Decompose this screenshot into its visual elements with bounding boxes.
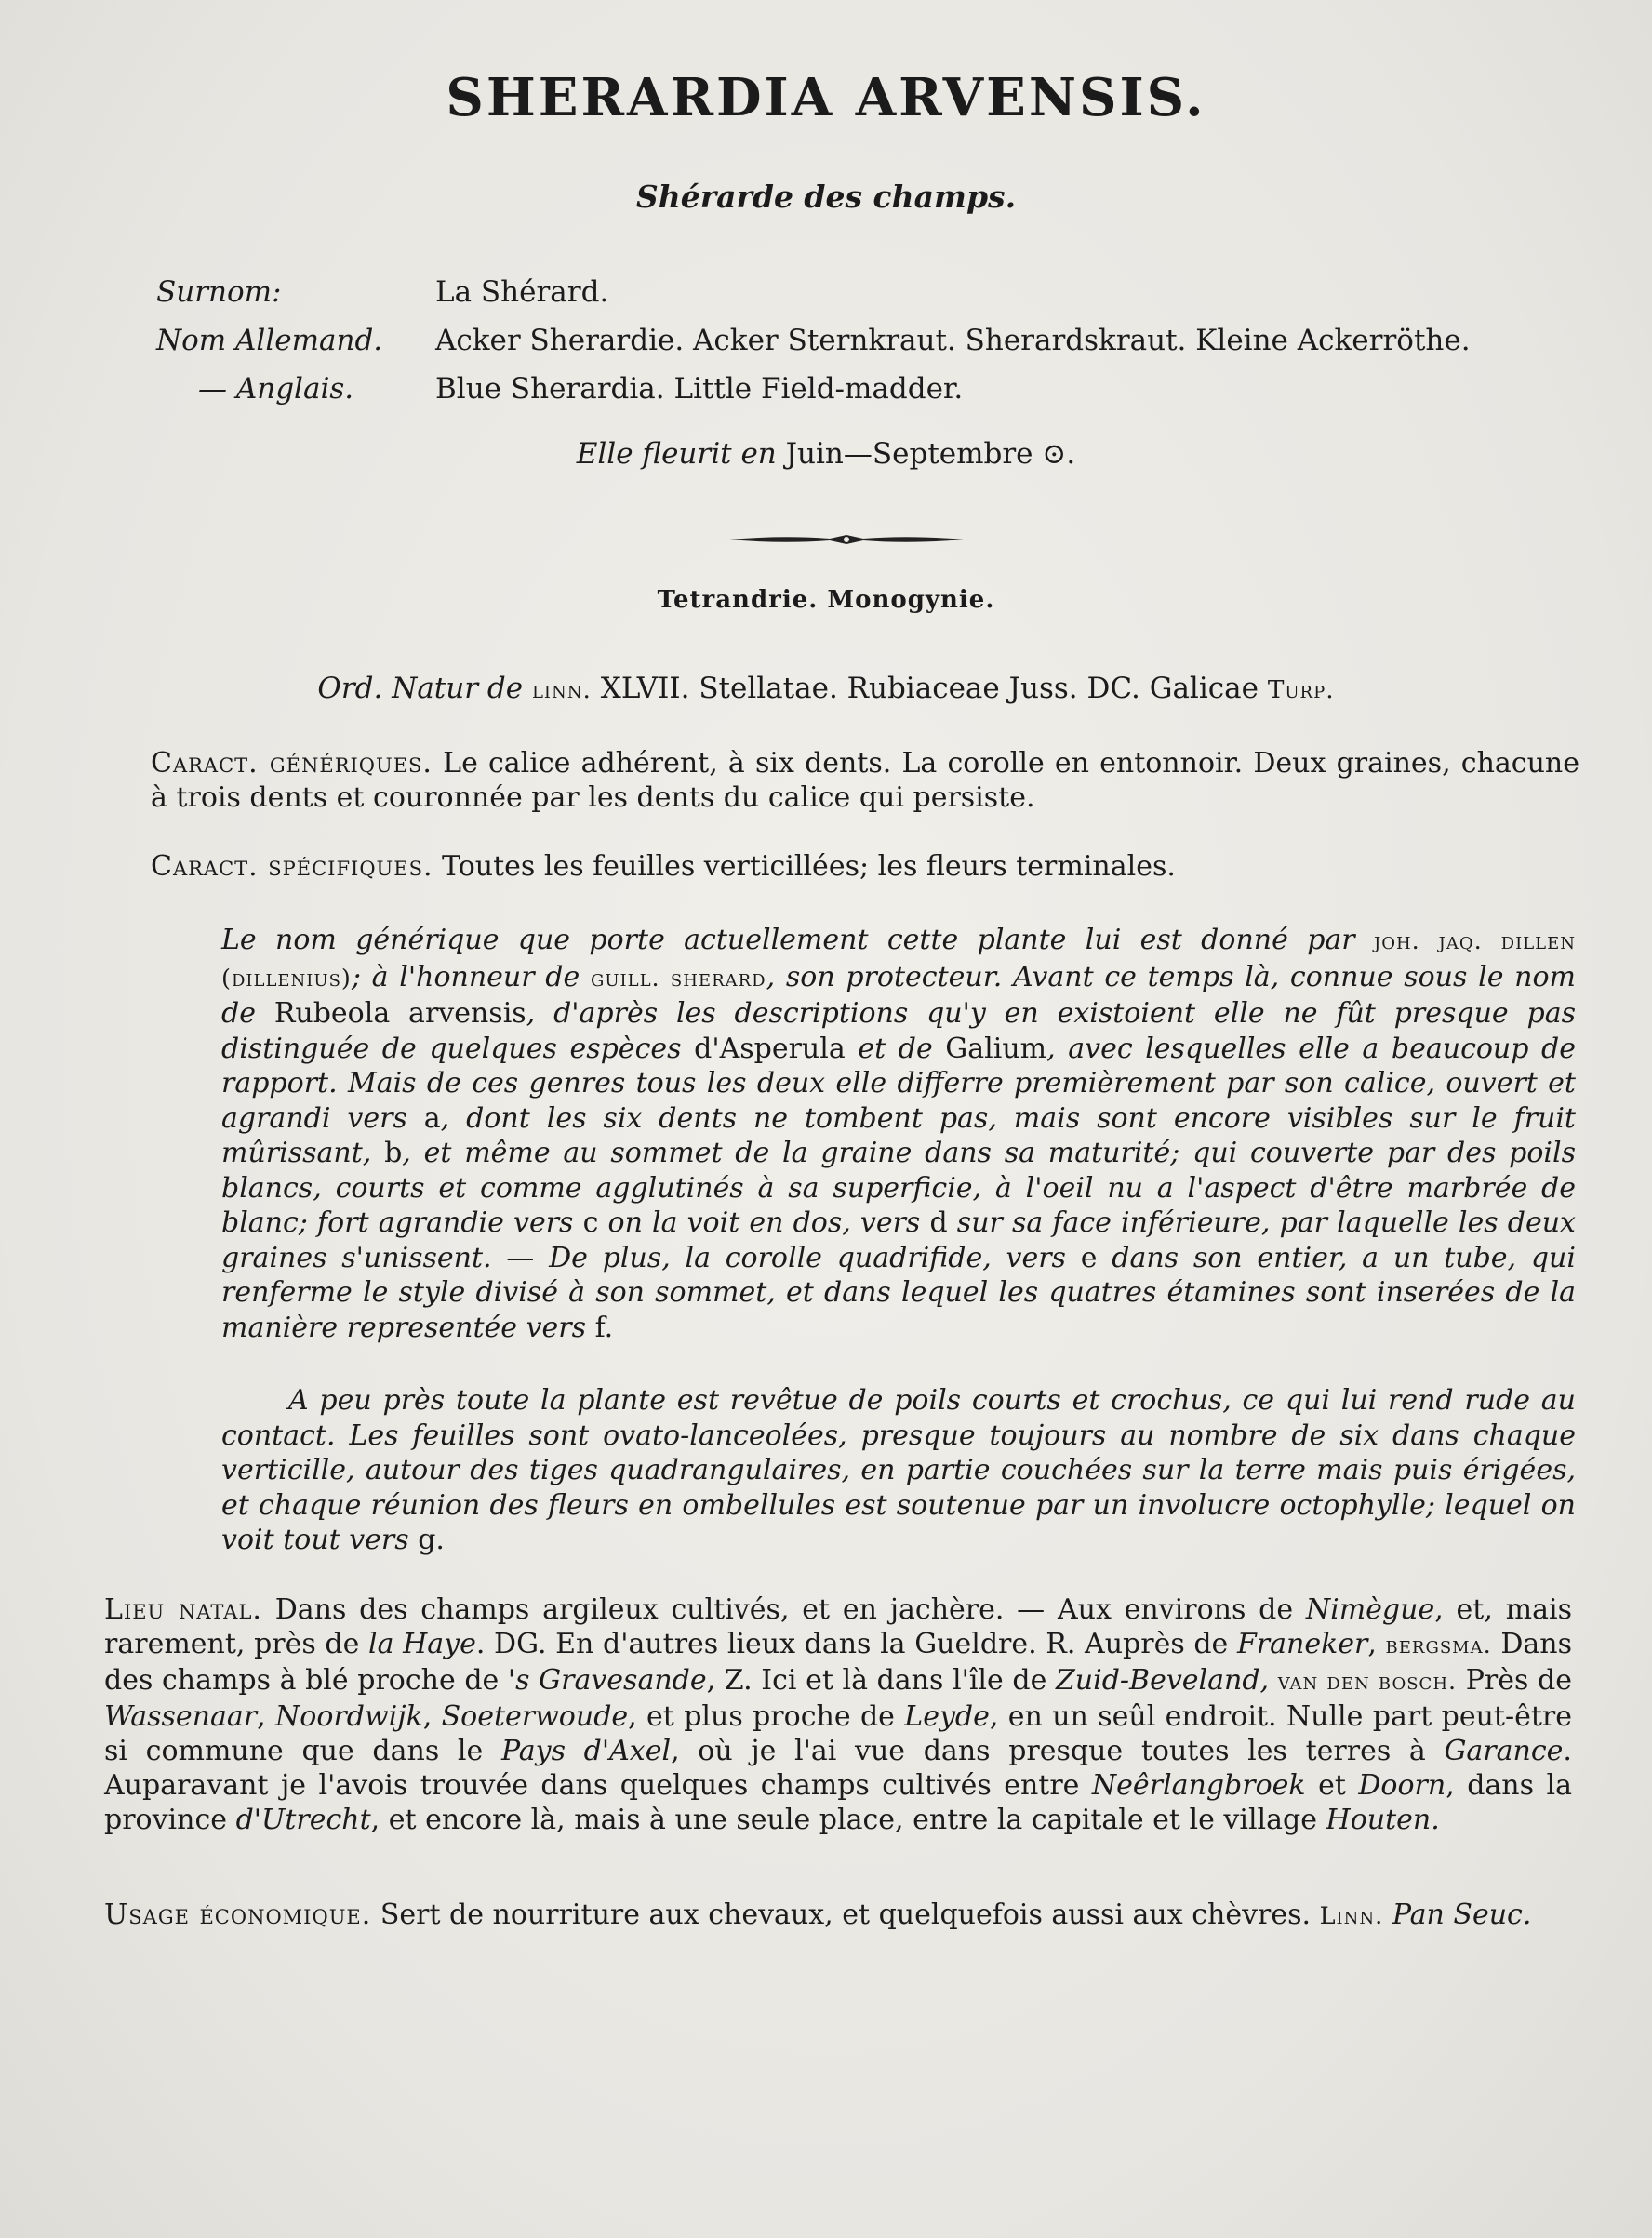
vernacular-names (156, 268, 1471, 413)
desc-text: A peu près toute la plante est revêtue de poils courts et crochus, ce qui lui rend rude au contact. Les feuilles sont ovato-lanceolées, presque toujours au nombre de six dans chaque verticille, autour des tiges quadrangulaires, en partie couchées sur la terre mais puis érigées, et chaque réunion des fleurs en ombellules est soutenue par un involucre octophylle; lequel on voit tout vers (221, 1384, 1576, 1556)
desc-text: , d'après les descriptions qu'y en existoient elle ne fût presque pas distinguée de quelques espèces (221, 997, 1576, 1065)
name-value: Blue Sherardia. Little Field-madder. (435, 372, 964, 406)
usage-text: Sert de nourriture aux chevaux, et quelquefois aussi aux chèvres. (380, 1898, 1312, 1931)
desc-genus: Galium (945, 1032, 1047, 1065)
figure-letter: c (582, 1206, 599, 1239)
habitat-text: , (257, 1700, 266, 1733)
place-name: Pays d'Axel (500, 1735, 672, 1767)
name-label: — Anglais. (198, 372, 354, 406)
place-name: Wassenaar (104, 1700, 258, 1733)
habitat-text: , où je l'ai vue dans presque toutes les terres à (671, 1735, 1426, 1767)
desc-genus: d'Asperula (694, 1032, 846, 1065)
usage-paragraph (104, 1898, 1572, 1934)
desc-text: Le nom générique que porte actuellement cette plante lui est donné par (221, 924, 1355, 956)
habitat-head: Lieu natal. (104, 1593, 262, 1626)
collector-name: van den bosch. (1277, 1668, 1458, 1696)
habitat-text: , Z. Ici et là dans l'île de (706, 1664, 1047, 1697)
ornament-divider-icon (727, 532, 966, 547)
description-paragraph-1 (221, 923, 1576, 1345)
habitat-text: . Auparavant je l'avois trouvée dans quelques champs cultivés entre (104, 1735, 1572, 1802)
place-name: 's Gravesande (507, 1664, 707, 1697)
figure-letter: a (423, 1101, 441, 1135)
flowering-prefix: Elle fleurit en (576, 437, 777, 471)
specific-text: Toutes les feuilles verticillées; les fleurs terminales. (442, 850, 1176, 883)
collector-name: bergsma. (1385, 1632, 1492, 1659)
habitat-text: , et encore là, mais à une seule place, entre la capitale et le village (370, 1804, 1317, 1836)
place-name: Doorn (1358, 1769, 1446, 1802)
habitat-text: Dans des champs à blé proche de (104, 1628, 1573, 1697)
order-turp: Turp. (1267, 676, 1335, 704)
page-title: SHERARDIA ARVENSIS. (446, 67, 1206, 128)
place-name: la Haye (368, 1628, 476, 1660)
order-linn: linn. (531, 676, 592, 704)
name-value: Acker Sherardie. Acker Sternkraut. Sherardskraut. Kleine Ackerröthe. (435, 324, 1471, 357)
desc-text: on la voit en dos, vers (607, 1206, 921, 1239)
habitat-text: , et, mais rarement, près de (104, 1593, 1572, 1660)
place-name: Houten. (1326, 1804, 1440, 1836)
figure-letter: g. (418, 1524, 445, 1556)
place-name: Franeker (1236, 1628, 1368, 1660)
figure-letter: f. (594, 1311, 614, 1344)
habitat-text: Près de (1465, 1664, 1572, 1697)
page-subtitle: Shérarde des champs. (635, 179, 1017, 215)
desc-text: , avec lesquelles elle a beaucoup de rapport. Mais de ces genres tous les deux elle differre premièrement par son calice, ouvert et agrandi vers (221, 1032, 1576, 1135)
specific-characters (151, 849, 1579, 884)
generic-text: Le calice adhérent, à six dents. La corolle en entonnoir. Deux graines, chacune à trois dents et couronnée par les dents du calice qui persiste. (151, 747, 1579, 814)
place-name: Neêrlangbroek (1091, 1769, 1306, 1802)
habitat-paragraph (104, 1592, 1572, 1837)
generic-characters (151, 746, 1579, 815)
order-prefix: Ord. Natur de (317, 672, 524, 705)
name-row-surnom (156, 268, 1471, 316)
name-row-allemand (156, 316, 1471, 365)
name-value: La Shérard. (435, 275, 609, 309)
habitat-text: , (422, 1700, 433, 1733)
desc-author: (dillenius) (221, 964, 352, 992)
specific-head: Caract. spécifiques. (151, 850, 433, 883)
flowering-months: Juin—Septembre (785, 437, 1033, 471)
habitat-text: , dans la province (104, 1769, 1572, 1836)
desc-text: ; à l'honneur de (351, 960, 580, 993)
desc-author: joh. jaq. dillen (1373, 927, 1577, 955)
habitat-text: , (1367, 1628, 1377, 1660)
desc-text: , dont les six dents ne tombent pas, mais sont encore visibles sur le fruit mûrissant, (221, 1101, 1576, 1169)
desc-genus: Rubeola arvensis (273, 997, 526, 1030)
name-row-anglais (156, 365, 1471, 413)
figure-letter: d (929, 1206, 948, 1239)
usage-head: Usage économique. (104, 1898, 372, 1931)
place-name: Noordwijk (275, 1700, 423, 1733)
generic-head: Caract. génériques. (151, 747, 433, 779)
usage-linn: Linn. (1319, 1902, 1384, 1930)
place-name: Leyde (904, 1700, 990, 1733)
name-label: Surnom: (156, 275, 282, 309)
annual-symbol: ⊙. (1042, 437, 1076, 471)
desc-text: , son protecteur. Avant ce temps là, connue sous le nom de (221, 960, 1576, 1030)
habitat-text: Dans des champs argileux cultivés, et en jachère. — Aux environs de (274, 1593, 1294, 1626)
linnaean-class: Tetrandrie. Monogynie. (657, 586, 995, 614)
name-label: Nom Allemand. (156, 324, 383, 357)
place-name: d'Utrecht (235, 1804, 371, 1836)
desc-text: dans son entier, a un tube, qui renferme le style divisé à son sommet, et dans lequel les quatres étamines sont inserées de la manière representée vers (221, 1241, 1576, 1344)
habitat-text: , en un seûl endroit. Nulle part peut-être si commune que dans le (104, 1700, 1572, 1767)
habitat-text: et (1318, 1769, 1346, 1802)
flowering-period (0, 437, 1652, 471)
place-name: Soeterwoude (441, 1700, 629, 1733)
usage-reference: Pan Seuc. (1392, 1898, 1532, 1931)
desc-text: , et même au sommet de la graine dans sa maturité; qui couverte par des poils blancs, courts et comme agglutinés à sa superficie, à l'oeil nu a l'aspect d'être marbrée de blanc; fort agrandie vers (221, 1137, 1576, 1239)
place-name: Garance (1444, 1735, 1564, 1767)
place-name: Nimègue (1305, 1593, 1435, 1626)
natural-order (0, 672, 1652, 705)
habitat-text: , et plus proche de (628, 1700, 895, 1733)
desc-text: sur sa face inférieure, par laquelle les deux graines s'unissent. — De plus, la corolle quadrifide, vers (221, 1206, 1576, 1274)
habitat-text: . DG. En d'autres lieux dans la Gueldre. R. Auprès de (475, 1628, 1229, 1660)
order-text: XLVII. Stellatae. Rubiaceae Juss. DC. Galicae (600, 672, 1259, 705)
figure-letter: b (384, 1137, 403, 1169)
figure-letter: e (1080, 1241, 1098, 1274)
place-name: Zuid-Beveland, (1055, 1664, 1270, 1697)
desc-author: guill. sherard (590, 964, 766, 992)
description-paragraph-2 (221, 1383, 1576, 1558)
desc-text: et de (858, 1032, 933, 1065)
